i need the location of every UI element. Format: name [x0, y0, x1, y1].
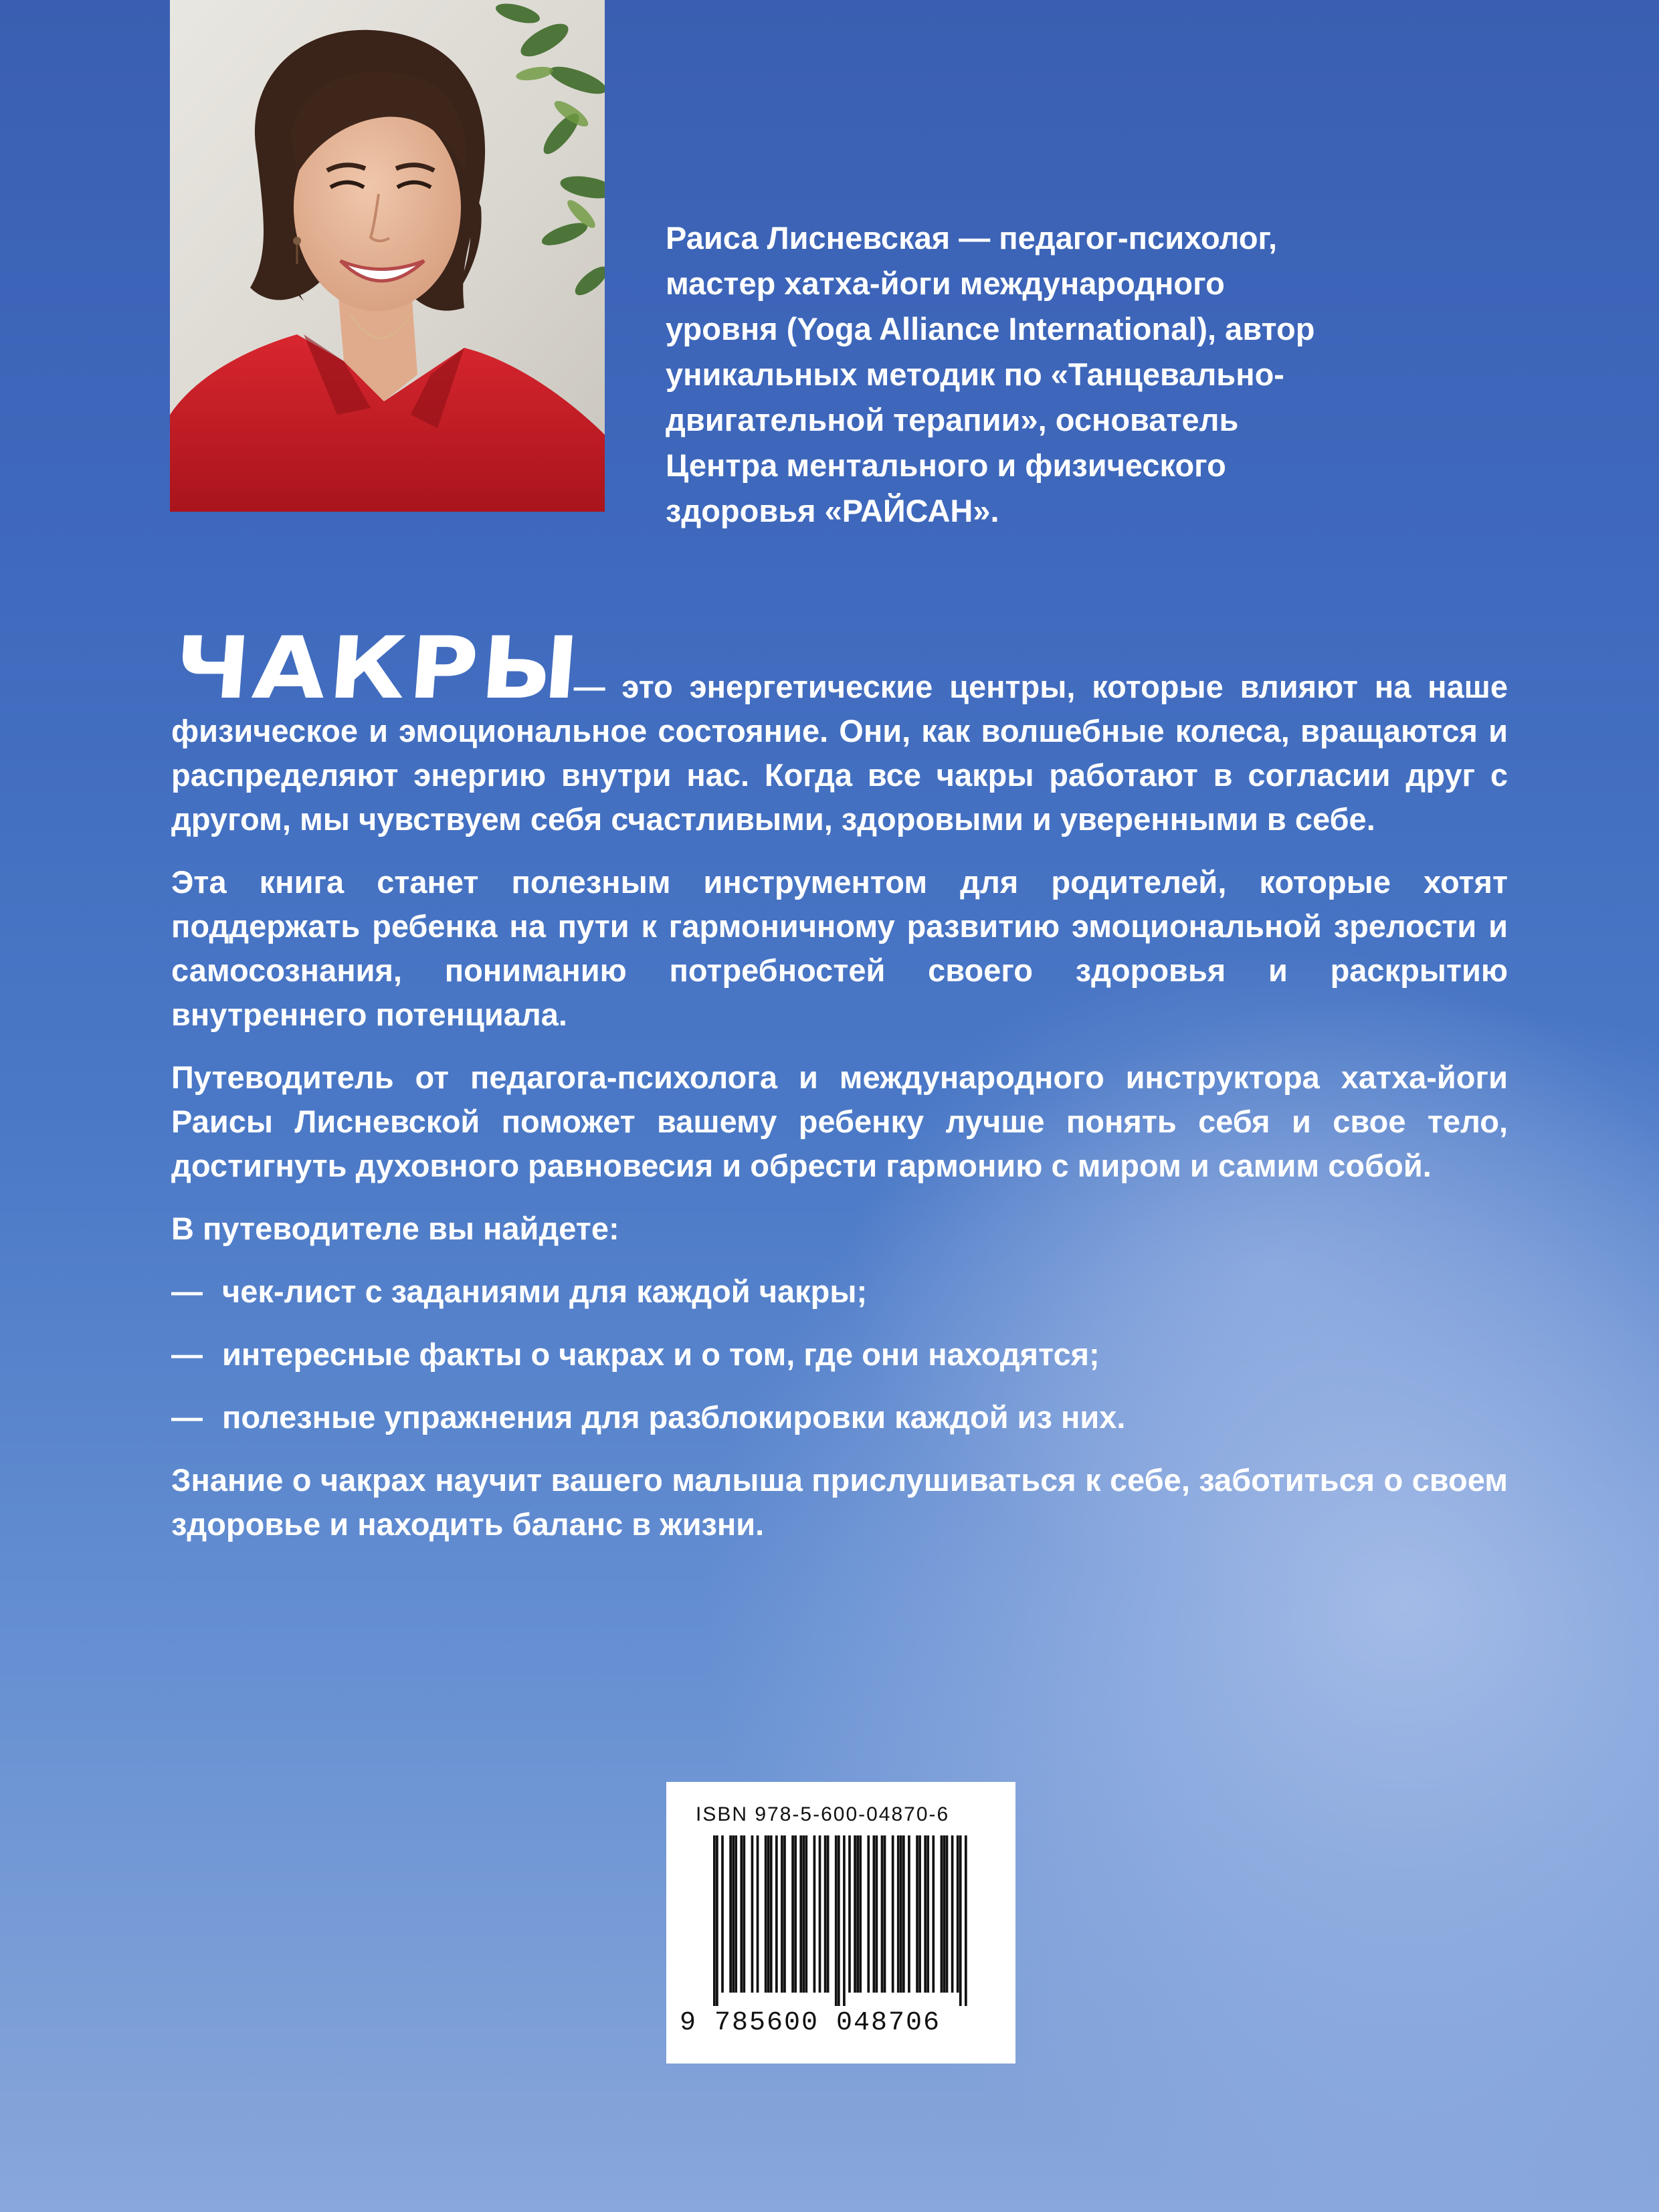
barcode-icon — [713, 1835, 967, 2006]
dash-bullet: — — [171, 1336, 203, 1372]
barcode-bar — [892, 1835, 894, 1993]
barcode-bar — [856, 1835, 859, 1993]
isbn-digits: 9 785600 048706 — [680, 2008, 941, 2038]
bio-line: мастер хатха-йоги международного — [666, 266, 1225, 301]
barcode-bar — [908, 1835, 910, 1993]
barcode-bar — [957, 1835, 959, 1993]
barcode-bar — [965, 1835, 967, 2006]
dash-bullet: — — [171, 1399, 203, 1435]
barcode-bar — [943, 1835, 946, 1993]
barcode-bar — [799, 1835, 802, 1993]
barcode-bar — [813, 1835, 816, 1993]
barcode-bar — [859, 1835, 862, 1993]
barcode-bar — [867, 1835, 870, 1993]
isbn-barcode-box — [666, 1782, 1015, 2064]
bio-line: уровня (Yoga Alliance International), автор — [666, 311, 1315, 346]
closing-paragraph: Знание о чакрах научит вашего малыша прислушиваться к себе, заботиться о своем здоровье и находить баланс в жизни. — [171, 1462, 1508, 1542]
bio-line: уникальных методик по «Танцевально- — [666, 357, 1284, 392]
barcode-bar — [783, 1835, 786, 1993]
book-description — [170, 619, 1508, 1565]
barcode-bar — [916, 1835, 918, 1993]
bio-line: здоровья «РАЙСАН». — [666, 493, 999, 528]
intro-paragraph — [170, 619, 1508, 841]
barcode-bar — [951, 1835, 954, 1993]
barcode-bar — [729, 1835, 732, 1993]
barcode-bar — [775, 1835, 778, 1993]
barcode-bar — [900, 1835, 902, 1993]
list-heading: В путеводителе вы найдете: — [171, 1211, 619, 1246]
barcode-bar — [924, 1835, 926, 1993]
barcode-bar — [946, 1835, 949, 1993]
bio-line: Центра ментального и физического — [666, 447, 1226, 483]
barcode-bar — [805, 1835, 807, 1993]
barcode-bar — [897, 1835, 900, 1993]
barcode-bar — [716, 1835, 718, 2006]
list-item-text: полезные упражнения для разблокировки каждой из них. — [222, 1399, 1126, 1435]
description-paragraph: Эта книга станет полезным инструментом для родителей, которые хотят поддержать ребенка на пути к гармоничному развитию эмоциональной зрелости и самосознания, пониманию потребностей своего здоровья и раскрытию внутреннего потенциала. — [171, 864, 1508, 1032]
description-paragraph: Путеводитель от педагога-психолога и международного инструктора хатха-йоги Раисы Лисневской поможет вашему ребенку лучше понять себя и свое тело, достигнуть духовного равновесия и обрести гармонию с миром и самим собой. — [171, 1060, 1508, 1183]
barcode-bar — [721, 1835, 724, 1993]
list-item — [171, 1270, 1508, 1314]
barcode-bar — [791, 1835, 794, 1993]
barcode-bar — [765, 1835, 767, 1993]
barcode-bar — [757, 1835, 759, 1993]
author-bio — [666, 215, 1529, 534]
barcode-bar — [902, 1835, 905, 1993]
author-photo — [170, 0, 605, 512]
bio-line: двигательной терапии», основатель — [666, 402, 1239, 437]
chakras-title-logo: ЧАКРЫ — [170, 619, 585, 718]
list-item — [171, 1332, 1508, 1377]
barcode-bar — [884, 1835, 886, 1993]
barcode-bar — [732, 1835, 735, 1993]
barcode-bar — [838, 1835, 840, 2006]
barcode-bar — [781, 1835, 783, 1993]
bio-line: Раиса Лисневская — педагог-психолог, — [666, 220, 1278, 256]
barcode-bar — [881, 1835, 884, 1993]
barcode-bar — [794, 1835, 797, 1993]
barcode-bar — [751, 1835, 754, 1993]
barcode-bar — [959, 1835, 962, 2006]
barcode-bar — [932, 1835, 935, 1993]
barcode-bar — [770, 1835, 773, 1993]
barcode-bar — [876, 1835, 878, 1993]
list-item-text: чек-лист с заданиями для каждой чакры; — [222, 1274, 868, 1309]
barcode-bar — [740, 1835, 743, 1993]
barcode-bar — [824, 1835, 827, 1993]
barcode-bar — [827, 1835, 830, 1993]
dash-bullet: — — [171, 1274, 203, 1309]
barcode-bar — [848, 1835, 851, 1993]
barcode-bar — [926, 1835, 929, 1993]
author-portrait-image — [170, 0, 605, 512]
barcode-bar — [819, 1835, 821, 1993]
barcode-bar — [713, 1835, 716, 2006]
barcode-bar — [918, 1835, 921, 1993]
barcode-bar — [941, 1835, 943, 1993]
barcode-bar — [873, 1835, 876, 1993]
isbn-label: ISBN 978-5-600-04870-6 — [696, 1803, 950, 1825]
list-item-text: интересные факты о чакрах и о том, где они находятся; — [222, 1336, 1100, 1372]
barcode-bar — [802, 1835, 805, 1993]
barcode-bar — [835, 1835, 838, 2006]
barcode-bar — [743, 1835, 745, 1993]
barcode-bar — [767, 1835, 770, 1993]
intro-text: — это энергетические центры, которые влияют на наше физическое и эмоциональное состояние. Они, как волшебные колеса, вращаются и распределяют энергию внутри нас. Когда все чакры работают в согласии друг с другом, мы чувствуем себя счастливыми, здоровыми и уверенными в себе. — [171, 669, 1508, 837]
barcode-bar — [735, 1835, 737, 1993]
barcode-bar — [854, 1835, 856, 1993]
list-item — [171, 1395, 1508, 1439]
barcode-bar — [843, 1835, 846, 2006]
